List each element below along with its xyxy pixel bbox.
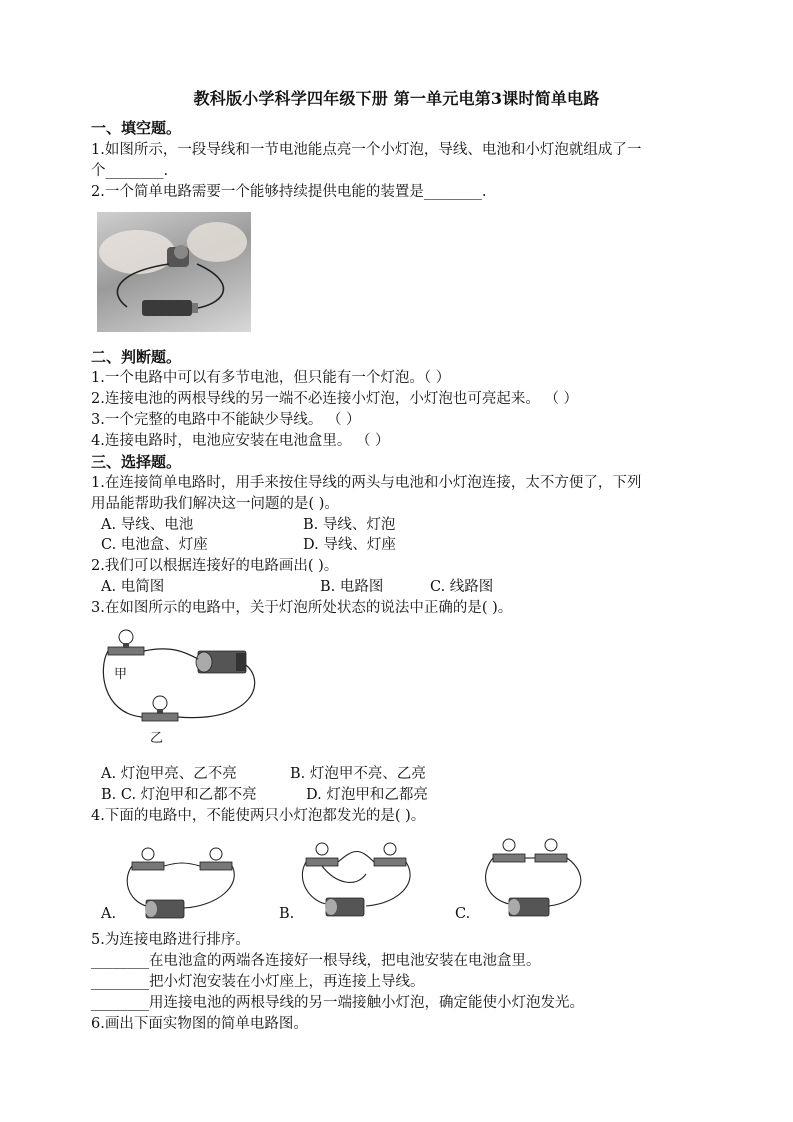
q4-circuit-b	[296, 834, 421, 920]
lamp-label-jia: 甲	[114, 667, 128, 682]
fill-q2: 2.一个简单电路需要一个能够持续提供电能的装置是________.	[91, 184, 487, 200]
choice-option: A. 导线、电池	[101, 517, 194, 533]
choice-q2: 2.我们可以根据连接好的电路画出( )。	[91, 558, 339, 574]
choice-option: B. 导线、灯泡	[303, 517, 396, 533]
choice-option: C. 电池盒、灯座	[101, 537, 208, 553]
judge-item: 3.一个完整的电路中不能缺少导线。 （ ）	[91, 412, 361, 428]
q4-circuit-c	[473, 830, 598, 920]
choice-option: A. 电简图	[101, 579, 165, 595]
choice-q3: 3.在如图所示的电路中，关于灯泡所处状态的说法中正确的是( )。	[91, 600, 513, 616]
choice-q5: 5.为连接电路进行排序。	[91, 932, 250, 948]
judge-item: 4.连接电路时，电池应安装在电池盒里。 （ ）	[91, 433, 390, 449]
fill-q1-line1: 1.如图所示，一段导线和一节电池能点亮一个小灯泡，导线、电池和小灯泡就组成了一	[91, 142, 642, 158]
section1-heading: 一、填空题。	[91, 119, 182, 137]
choice-option: C. 线路图	[430, 579, 494, 595]
judge-item: 2.连接电池的两根导线的另一端不必连接小灯泡，小灯泡也可亮起来。 （ ）	[91, 391, 579, 407]
battery-bulb-photo	[97, 212, 251, 332]
choice-q1-line2: 用品能帮助我们解决这一问题的是( )。	[91, 496, 339, 512]
choice-option: B. 电路图	[320, 579, 384, 595]
section3-heading: 三、选择题。	[91, 453, 182, 471]
option-label-c: C.	[455, 906, 471, 922]
choice-option: D. 导线、灯座	[303, 537, 396, 553]
choice-q4: 4.下面的电路中，不能使两只小灯泡都发光的是( )。	[91, 808, 426, 824]
order-item: ________把小灯泡安装在小灯座上，再连接上导线。	[91, 974, 425, 990]
choice-option: D. 灯泡甲和乙都亮	[306, 787, 428, 803]
order-item: ________用连接电池的两根导线的另一端接触小灯泡，确定能使小灯泡发光。	[91, 995, 584, 1011]
choice-option: B. C. 灯泡甲和乙都不亮	[101, 787, 257, 803]
choice-q1-line1: 1.在连接简单电路时，用手来按住导线的两头与电池和小灯泡连接，太不方便了，下列	[91, 475, 642, 491]
lamp-label-yi: 乙	[150, 731, 164, 746]
q4-circuit-a	[118, 840, 243, 920]
choice-option: A. 灯泡甲亮、乙不亮	[101, 766, 237, 782]
fill-q1-line2: 个________.	[91, 163, 169, 179]
section2-heading: 二、判断题。	[91, 348, 182, 366]
option-label-b: B.	[279, 906, 295, 922]
q3-circuit-diagram	[92, 623, 276, 753]
choice-q6: 6.画出下面实物图的简单电路图。	[91, 1016, 308, 1032]
option-label-a: A.	[101, 906, 117, 922]
judge-item: 1.一个电路中可以有多节电池，但只能有一个灯泡。（ ）	[91, 370, 451, 386]
order-item: ________在电池盒的两端各连接好一根导线，把电池安装在电池盒里。	[91, 953, 541, 969]
page-title: 教科版小学科学四年级下册 第一单元电第3课时简单电路	[193, 89, 600, 108]
choice-option: B. 灯泡甲不亮、乙亮	[290, 766, 426, 782]
